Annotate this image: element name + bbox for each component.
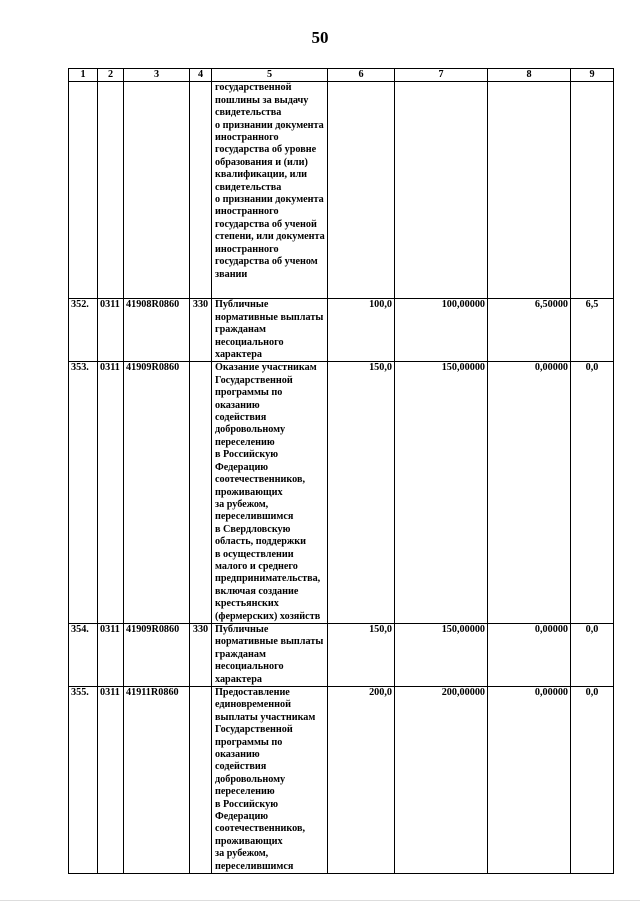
value-col-8: 6,50000 xyxy=(488,299,571,362)
header-row xyxy=(69,69,614,82)
expense-type: 330 xyxy=(190,623,212,686)
table-row-continuation xyxy=(69,82,614,299)
section-code: 0311 xyxy=(98,687,124,874)
value-col-7: 150,00000 xyxy=(395,362,488,624)
header-col-4: 4 xyxy=(190,69,212,82)
section-code: 0311 xyxy=(98,362,124,624)
target-code: 41909R0860 xyxy=(124,362,190,624)
row-description: Публичные нормативные выплаты гражданам несоциального характера xyxy=(212,299,328,362)
header-col-3: 3 xyxy=(124,69,190,82)
header-col-2: 2 xyxy=(98,69,124,82)
value-col-7: 200,00000 xyxy=(395,687,488,874)
value-col-6: 150,0 xyxy=(328,623,395,686)
page-number: 50 xyxy=(311,28,329,47)
budget-table xyxy=(68,68,614,874)
value-col-9: 0,0 xyxy=(571,623,614,686)
row-description: государственной пошлины за выдачу свидетельства о признании документа иностранного государства об уровне образования и (или) квалификации, или свидетельства о признании документа иностранного государства об ученой степени, или документа иностранного государства об ученом звании xyxy=(212,82,328,299)
table-row xyxy=(69,362,614,624)
value-col-6: 150,0 xyxy=(328,362,395,624)
header-col-8: 8 xyxy=(488,69,571,82)
value-col-9: 6,5 xyxy=(571,299,614,362)
row-number: 355. xyxy=(69,687,98,874)
row-number: 354. xyxy=(69,623,98,686)
row-description: Публичные нормативные выплаты гражданам несоциального характера xyxy=(212,623,328,686)
header-col-5: 5 xyxy=(212,69,328,82)
value-col-8: 0,00000 xyxy=(488,623,571,686)
row-description: Предоставление единовременной выплаты участникам Государственной программы по оказанию содействия добровольному переселению в Российскую Федерацию соотечественников, проживающих за рубежом, переселившимся xyxy=(212,687,328,874)
expense-type xyxy=(190,362,212,624)
target-code: 41909R0860 xyxy=(124,623,190,686)
target-code: 41911R0860 xyxy=(124,687,190,874)
value-col-8: 0,00000 xyxy=(488,362,571,624)
value-col-8: 0,00000 xyxy=(488,687,571,874)
section-code: 0311 xyxy=(98,299,124,362)
section-code: 0311 xyxy=(98,623,124,686)
expense-type: 330 xyxy=(190,299,212,362)
header-col-1: 1 xyxy=(69,69,98,82)
header-col-7: 7 xyxy=(395,69,488,82)
value-col-9: 0,0 xyxy=(571,362,614,624)
header-col-6: 6 xyxy=(328,69,395,82)
value-col-7: 150,00000 xyxy=(395,623,488,686)
value-col-7: 100,00000 xyxy=(395,299,488,362)
scan-edge-divider xyxy=(0,900,640,901)
value-col-6: 100,0 xyxy=(328,299,395,362)
target-code: 41908R0860 xyxy=(124,299,190,362)
table-row xyxy=(69,687,614,874)
table-row xyxy=(69,623,614,686)
value-col-6: 200,0 xyxy=(328,687,395,874)
value-col-9: 0,0 xyxy=(571,687,614,874)
expense-type xyxy=(190,687,212,874)
row-number: 353. xyxy=(69,362,98,624)
header-col-9: 9 xyxy=(571,69,614,82)
table-row xyxy=(69,299,614,362)
row-number: 352. xyxy=(69,299,98,362)
row-description: Оказание участникам Государственной программы по оказанию содействия добровольному переселению в Российскую Федерацию соотечественников, проживающих за рубежом, переселившимся в Свердловскую область, поддержки в осуществлении малого и среднего предпринимательства, включая создание крестьянских (фермерских) хозяйств xyxy=(212,362,328,624)
